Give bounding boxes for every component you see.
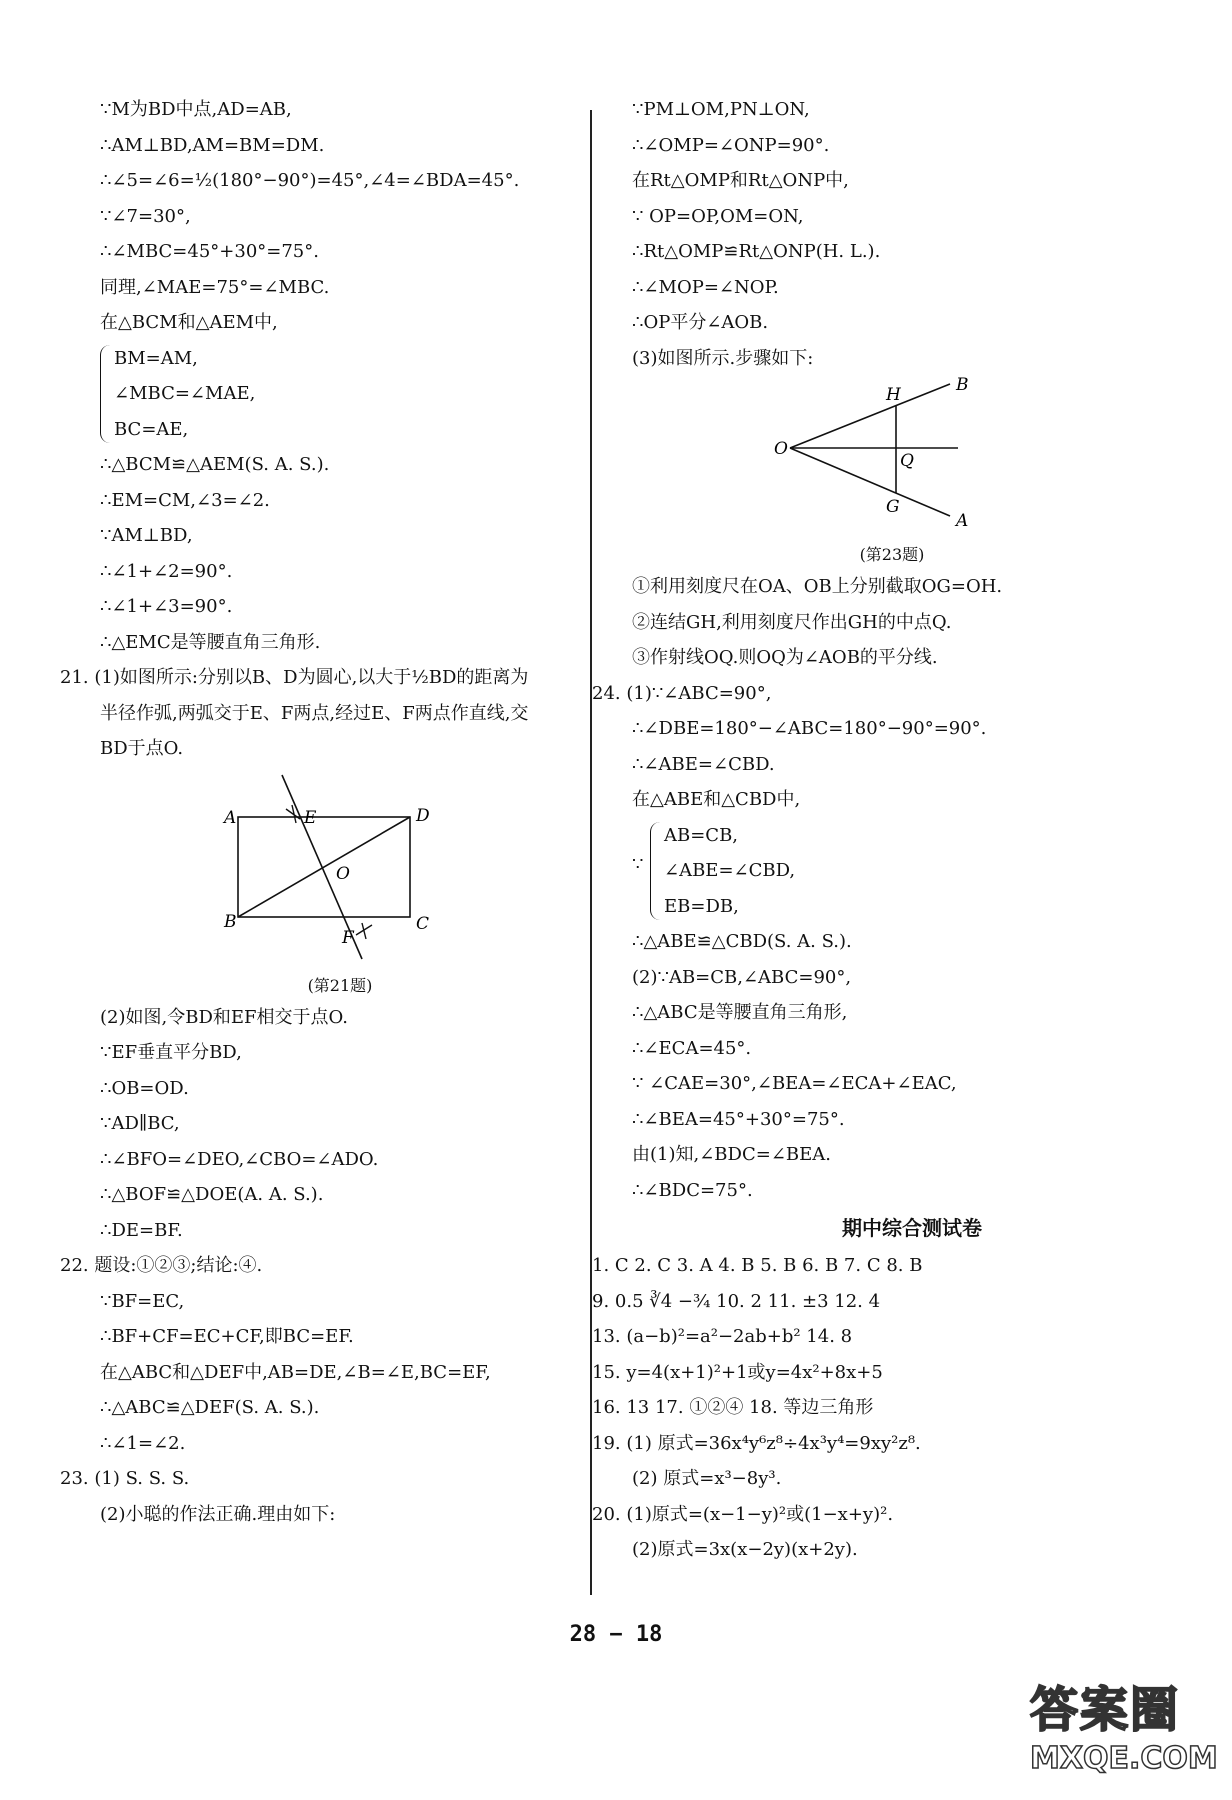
text-line: (2)小聪的作法正确.理由如下:	[100, 1503, 336, 1525]
answer-line: 15. y=4(x+1)²+1或y=4x²+8x+5	[592, 1361, 883, 1383]
page-number: 28 − 18	[569, 1622, 663, 1647]
label-h: H	[886, 385, 901, 405]
brace-bracket	[650, 822, 661, 921]
text-line: ∵ ∠CAE=30°,∠BEA=∠ECA+∠EAC,	[632, 1073, 957, 1094]
figure-23-caption: (第23题)	[859, 545, 925, 564]
text-line: ∴△EMC是等腰直角三角形.	[100, 631, 321, 653]
text-line: ∴∠1+∠3=90°.	[100, 596, 233, 617]
text-line: BC=AE,	[114, 418, 189, 440]
figure-21-caption: (第21题)	[307, 975, 373, 995]
diagonal-bd	[238, 817, 410, 917]
brace-bracket	[100, 345, 111, 444]
arc-mark-e	[286, 805, 300, 823]
text-line: ∵EF垂直平分BD,	[100, 1042, 242, 1063]
figure-21	[100, 767, 580, 1000]
text-line: ②连结GH,利用刻度尺作出GH的中点Q.	[632, 611, 952, 633]
text-line: ∴△BOF≌△DOE(A. A. S.).	[100, 1184, 324, 1205]
label-a: A	[956, 511, 969, 531]
text-line: ∴OP平分∠AOB.	[632, 312, 769, 333]
answer-line: 20. (1)原式=(x−1−y)²或(1−x+y)².	[592, 1503, 894, 1525]
text-line: ∴BF+CF=EC+CF,即BC=EF.	[100, 1326, 354, 1347]
answer-line: 13. (a−b)²=a²−2ab+b² 14. 8	[592, 1326, 853, 1347]
text-line: ∵AM⊥BD,	[100, 525, 193, 546]
text-line: (2)∵AB=CB,∠ABC=90°,	[632, 966, 852, 988]
text-line: ∴DE=BF.	[100, 1219, 183, 1241]
text-line: ∴∠BFO=∠DEO,∠CBO=∠ADO.	[100, 1148, 379, 1170]
watermark-top: 答案圈	[1030, 1682, 1181, 1738]
text-line: 在△BCM和△AEM中,	[100, 312, 278, 333]
answer-line: 1. C 2. C 3. A 4. B 5. B 6. B 7. C 8. B	[592, 1255, 923, 1276]
label-b: B	[956, 376, 969, 395]
text-line: 在Rt△OMP和Rt△ONP中,	[632, 170, 849, 191]
figure-23	[632, 376, 1152, 569]
text-line: BM=AM,	[114, 347, 198, 369]
text-line: BD于点O.	[100, 738, 184, 759]
text-line: 在△ABC和△DEF中,AB=DE,∠B=∠E,BC=EF,	[100, 1361, 491, 1383]
left-column	[60, 92, 580, 1532]
text-line: ∵M为BD中点,AD=AB,	[100, 99, 292, 120]
question-24: 24. (1)∵∠ABC=90°,	[592, 682, 772, 704]
question-23: 23. (1) S. S. S.	[60, 1468, 190, 1489]
text-line: ∴∠BEA=45°+30°=75°.	[632, 1108, 845, 1130]
label-e: E	[304, 807, 317, 828]
text-line: ∠ABE=∠CBD,	[664, 860, 796, 881]
text-line: ∴∠MOP=∠NOP.	[632, 276, 779, 298]
text-line: ∵AD∥BC,	[100, 1113, 180, 1134]
label-g: G	[886, 497, 900, 517]
condition-brace	[650, 818, 1152, 925]
text-line: ∴∠DBE=180°−∠ABC=180°−90°=90°.	[632, 718, 987, 739]
text-line: (2)如图,令BD和EF相交于点O.	[100, 1006, 348, 1028]
text-line: ∴∠5=∠6=½(180°−90°)=45°,∠4=∠BDA=45°.	[100, 170, 520, 191]
watermark-logo	[1030, 1680, 1220, 1790]
text-line: ∴EM=CM,∠3=∠2.	[100, 489, 270, 511]
ray-ob	[790, 384, 950, 448]
condition-group	[632, 818, 1152, 925]
label-q: Q	[900, 451, 914, 471]
question-22: 22. 题设:①②③;结论:④.	[60, 1255, 263, 1276]
text-line: (3)如图所示.步骤如下:	[632, 347, 814, 369]
text-line: ∴∠ECA=45°.	[632, 1037, 752, 1059]
text-line: ∵ OP=OP,OM=ON,	[632, 205, 804, 227]
text-line: ∵PM⊥OM,PN⊥ON,	[632, 99, 810, 120]
text-line: ∴OB=OD.	[100, 1077, 189, 1099]
text-line: ∴∠BDC=75°.	[632, 1179, 753, 1201]
right-column	[592, 92, 1152, 1568]
text-line: ∵BF=EC,	[100, 1290, 185, 1312]
label-d: D	[416, 805, 430, 826]
text-line: EB=DB,	[664, 895, 739, 917]
label-o: O	[774, 439, 788, 459]
text-line: ∴∠OMP=∠ONP=90°.	[632, 134, 830, 156]
because-symbol: ∵	[632, 853, 644, 875]
label-c: C	[416, 913, 430, 934]
text-line: ③作射线OQ.则OQ为∠AOB的平分线.	[632, 647, 938, 668]
text-line: ∴∠MBC=45°+30°=75°.	[100, 241, 319, 262]
rectangle-diagram	[100, 767, 580, 967]
text-line: 在△ABE和△CBD中,	[632, 789, 801, 810]
text-line: ①利用刻度尺在OA、OB上分别截取OG=OH.	[632, 576, 1003, 597]
text-line: ∴△BCM≌△AEM(S. A. S.).	[100, 454, 330, 475]
label-f: F	[342, 927, 354, 948]
question-21: 21. (1)如图所示:分别以B、D为圆心,以大于½BD的距离为	[60, 667, 529, 688]
text-line: AB=CB,	[664, 824, 739, 846]
condition-brace	[100, 341, 580, 448]
text-line: ∠MBC=∠MAE,	[114, 383, 256, 404]
text-line: ∵∠7=30°,	[100, 205, 191, 227]
answer-line: 16. 13 17. ①②④ 18. 等边三角形	[592, 1397, 874, 1418]
arc-mark-f	[356, 923, 372, 939]
text-line: ∴△ABC是等腰直角三角形,	[632, 1002, 848, 1023]
answer-line: 19. (1) 原式=36x⁴y⁶z⁸÷4x³y⁴=9xy²z⁸.	[592, 1432, 921, 1454]
text-line: ∴∠1+∠2=90°.	[100, 560, 233, 582]
text-line: ∴∠1=∠2.	[100, 1432, 186, 1454]
text-line: 半径作弧,两弧交于E、F两点,经过E、F两点作直线,交	[100, 702, 529, 724]
text-line: ∴AM⊥BD,AM=BM=DM.	[100, 134, 325, 156]
answer-line: 9. 0.5 ∛4 −¾ 10. 2 11. ±3 12. 4	[592, 1290, 881, 1312]
angle-bisector-diagram	[632, 376, 1152, 536]
answer-line: (2) 原式=x³−8y³.	[632, 1468, 782, 1489]
text-line: ∴△ABE≌△CBD(S. A. S.).	[632, 931, 852, 952]
label-b: B	[224, 911, 237, 932]
text-line: 由(1)知,∠BDC=∠BEA.	[632, 1144, 831, 1165]
label-o: O	[336, 863, 350, 884]
answer-line: (2)原式=3x(x−2y)(x+2y).	[632, 1539, 858, 1560]
watermark-bottom: MXQE.COM	[1030, 1741, 1218, 1776]
section-title: 期中综合测试卷	[842, 1216, 982, 1240]
text-line: ∴△ABC≌△DEF(S. A. S.).	[100, 1397, 320, 1418]
text-line: 同理,∠MAE=75°=∠MBC.	[100, 276, 330, 298]
ray-oa	[790, 448, 950, 516]
text-line: ∴∠ABE=∠CBD.	[632, 753, 775, 775]
label-a: A	[224, 807, 237, 828]
text-line: ∴Rt△OMP≌Rt△ONP(H. L.).	[632, 241, 881, 262]
